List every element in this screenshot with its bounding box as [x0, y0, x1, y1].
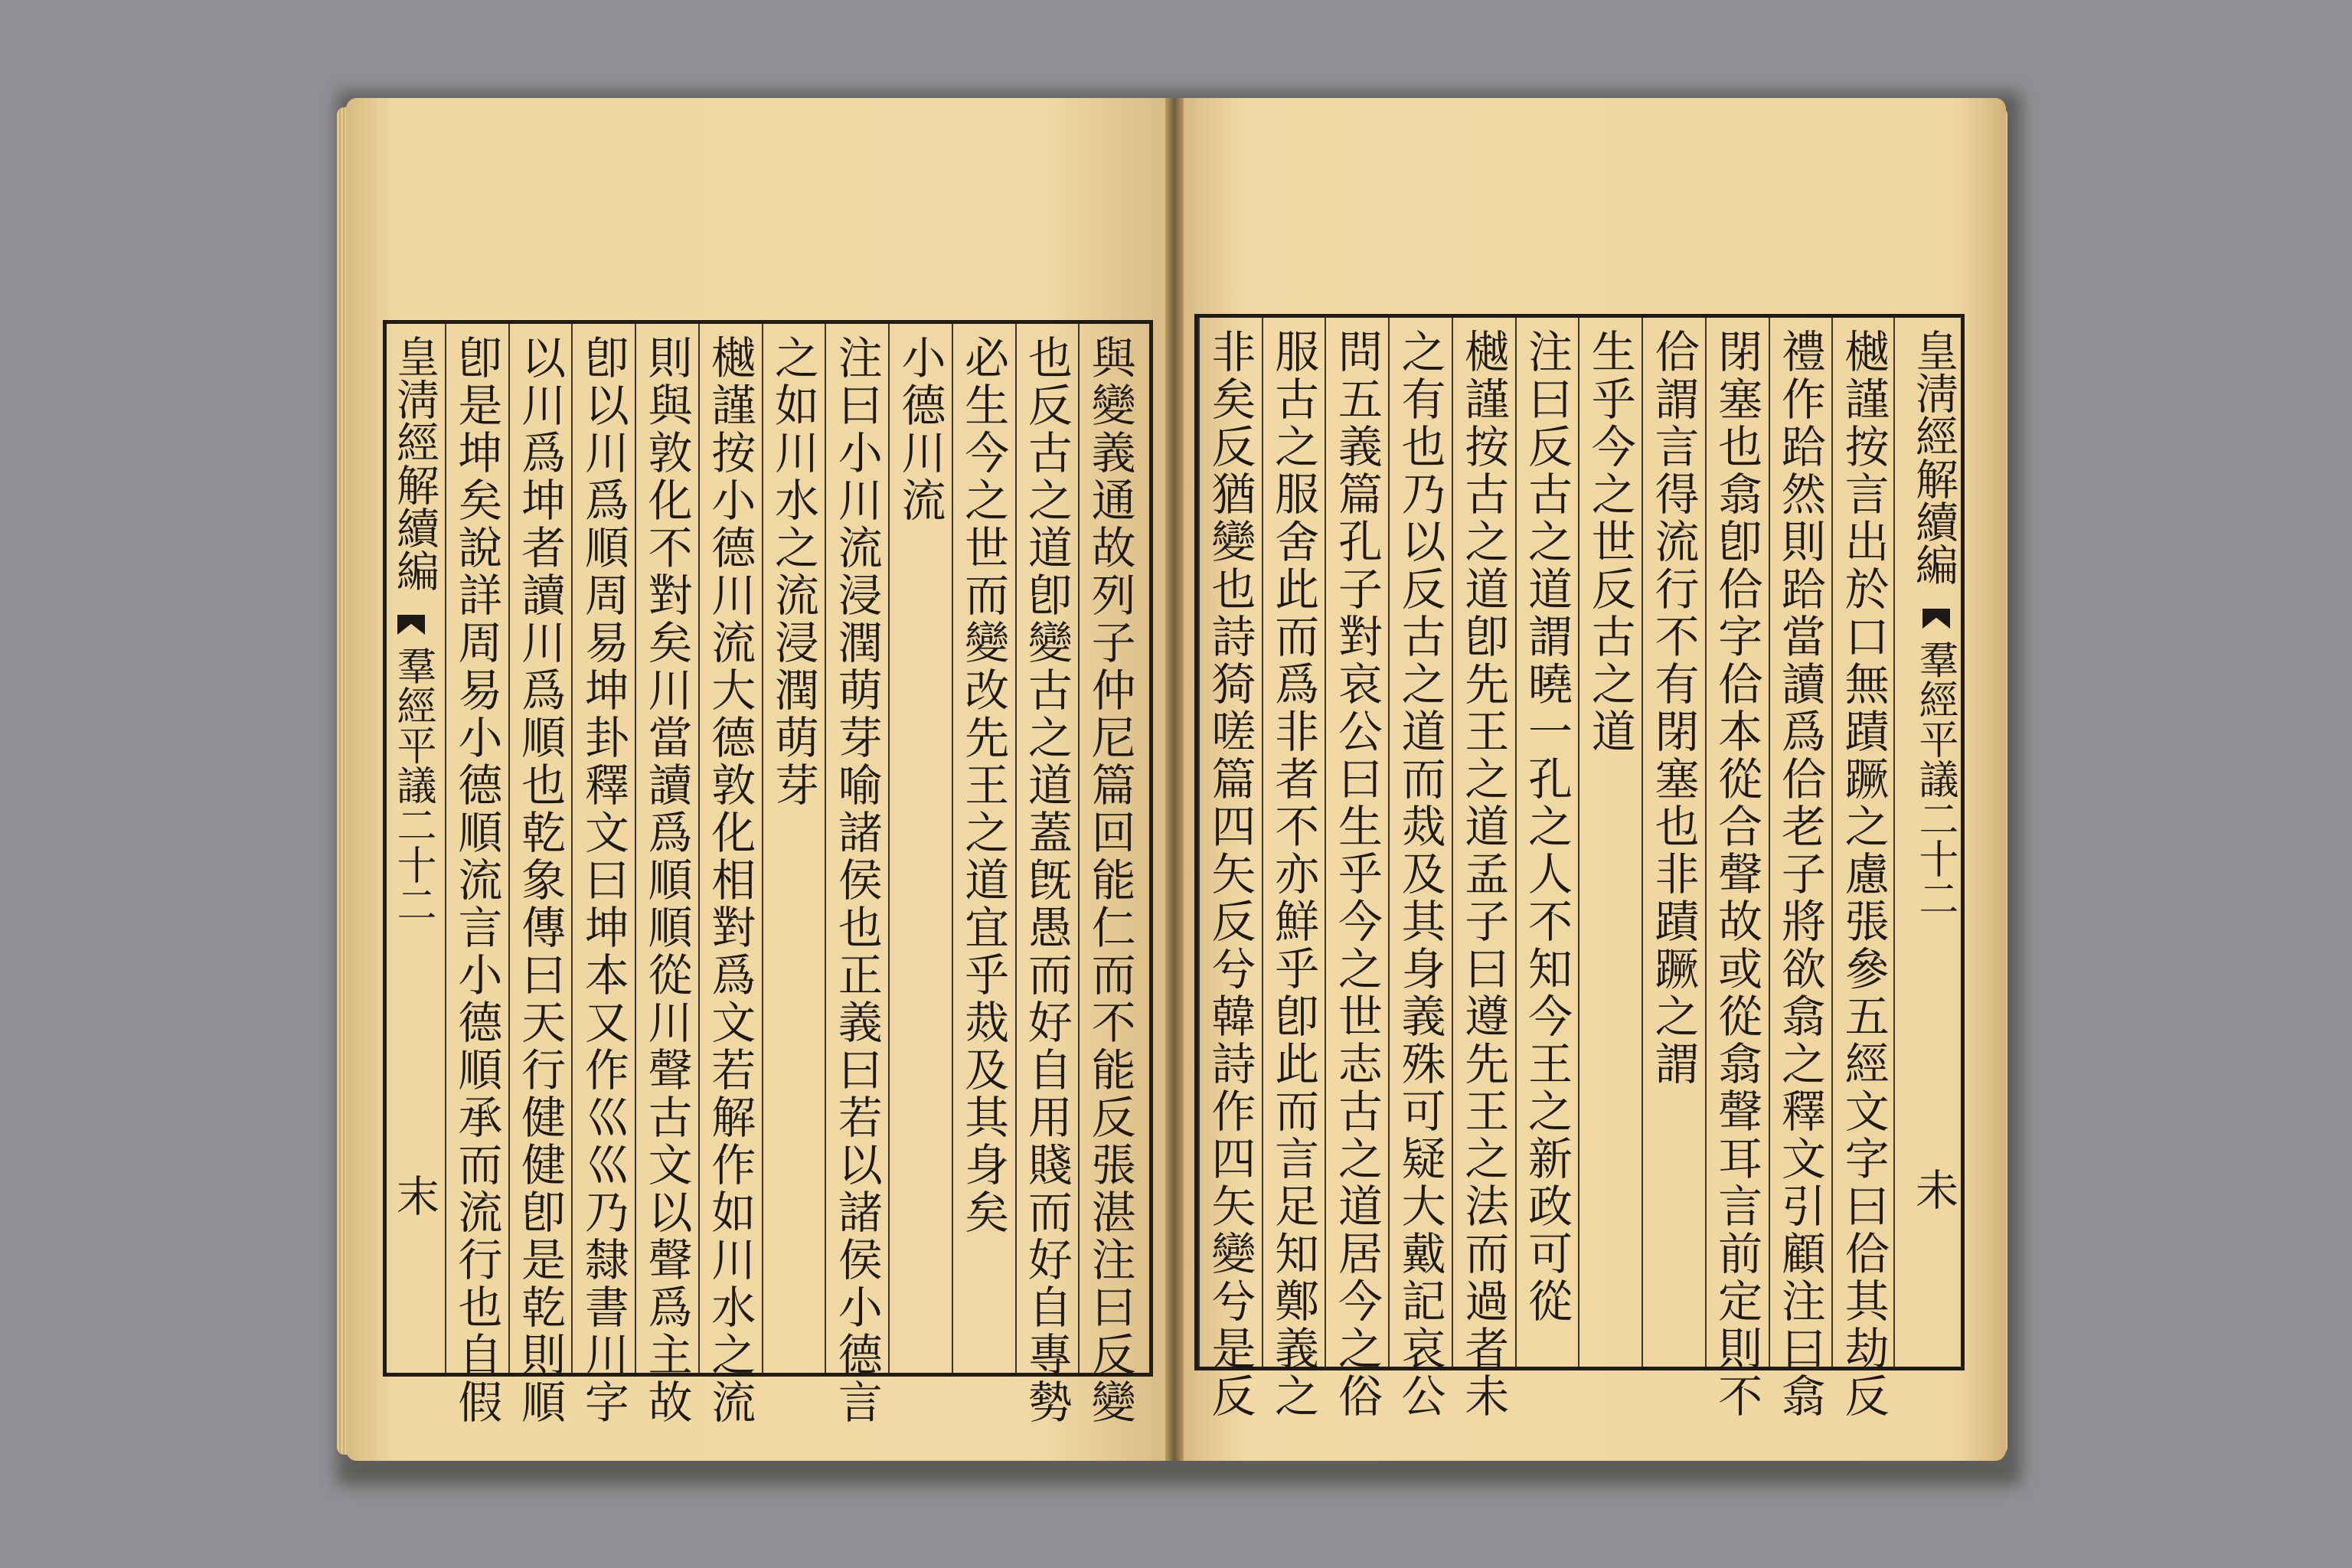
left-margin-title: 皇淸經解續編	[390, 335, 439, 592]
right-margin-title: 皇淸經解續編	[1909, 328, 1958, 586]
text-column	[762, 324, 825, 1373]
column-text: 卽是坤矣說詳周易小德順流言小德順承而流行也自假	[450, 335, 503, 1426]
column-text: 樾謹按古之道卽先王之道孟子曰遵先王之法而過者未	[1457, 328, 1510, 1420]
right-margin-section: 羣經平議二十二	[1912, 639, 1958, 918]
text-column	[1015, 324, 1079, 1426]
column-text: 禮作跲然則跲當讀爲佮老子將欲翕之釋文引顧注曰翕	[1773, 328, 1826, 1420]
text-column	[1769, 318, 1832, 1420]
column-text: 則與敦化不對矣川當讀爲順順從川聲古文以聲爲主故	[640, 335, 693, 1426]
column-text: 與變義通故列子仲尼篇回能仁而不能反張湛注曰反變	[1083, 335, 1136, 1426]
text-column	[1578, 318, 1642, 1367]
book-gutter	[1165, 98, 1184, 1461]
column-text: 樾謹按言出於口無蹟蹶之慮張參五經文字曰佮其劫反	[1837, 328, 1890, 1420]
column-text: 之如川水之流浸潤萌芽	[766, 335, 819, 809]
text-column	[445, 324, 508, 1426]
left-margin-mark: 末	[390, 1174, 439, 1217]
column-text: 服古之服舍此而爲非者不亦鮮乎卽此而言足知鄭義之	[1267, 328, 1320, 1420]
right-margin-mark: 未	[1909, 1168, 1958, 1210]
text-column	[1325, 318, 1388, 1420]
column-text: 樾謹按小德川流大德敦化相對爲文若解作如川水之流	[704, 335, 756, 1426]
column-text: 問五義篇孔子對哀公曰生乎今之世志古之道居今之俗	[1330, 328, 1383, 1420]
column-text: 卽以川爲順周易坤卦釋文曰坤本又作巛巛乃隸書川字	[577, 335, 629, 1426]
right-text-frame	[1194, 314, 1965, 1420]
column-text: 注曰小川流浸潤萌芽喻諸侯也正義曰若以諸侯小德言	[830, 335, 883, 1426]
text-column	[1515, 318, 1579, 1367]
text-column	[1078, 324, 1142, 1426]
column-text: 之有也乃以反古之道而烖及其身義殊可疑大戴記哀公	[1393, 328, 1446, 1420]
column-text: 必生今之世而變改先王之道宜乎烖及其身矣	[957, 335, 1010, 1236]
text-column	[1452, 318, 1515, 1420]
column-text: 注曰反古之道謂曉一孔之人不知今王之新政可從	[1520, 328, 1573, 1325]
text-column	[508, 324, 572, 1426]
text-column	[571, 324, 635, 1426]
text-column	[1831, 318, 1895, 1420]
text-column	[825, 324, 888, 1426]
text-column	[1262, 318, 1325, 1420]
text-column	[1642, 318, 1705, 1367]
column-text: 小德川流	[893, 335, 946, 524]
text-column	[698, 324, 762, 1426]
fishtail-mark	[397, 615, 425, 635]
left-text-frame	[383, 320, 1153, 1426]
text-column	[952, 324, 1015, 1373]
column-text: 以川爲坤者讀川爲順也乾象傳曰天行健健卽是乾則順	[514, 335, 567, 1426]
column-text: 也反古之道卽變古之道蓋旣愚而好自用賤而好自專勢	[1020, 335, 1073, 1426]
fishtail-mark	[1922, 609, 1950, 629]
text-column	[1705, 318, 1769, 1420]
column-text: 閉塞也翕卽佮字佮本從合聲故或從翕聲耳言前定則不	[1710, 328, 1763, 1420]
column-text: 非矣反猶變也詩猗嗟篇四矢反兮韓詩作四矢變兮是反	[1204, 328, 1256, 1420]
text-column	[888, 324, 952, 1373]
column-text: 生乎今之世反古之道	[1583, 328, 1636, 756]
text-column	[1198, 318, 1262, 1420]
text-column	[635, 324, 698, 1426]
text-column	[1388, 318, 1452, 1420]
column-text: 佮謂言得流行不有閉塞也非蹟蹶之謂	[1647, 328, 1700, 1088]
left-margin-section: 羣經平議二十二	[390, 645, 436, 924]
